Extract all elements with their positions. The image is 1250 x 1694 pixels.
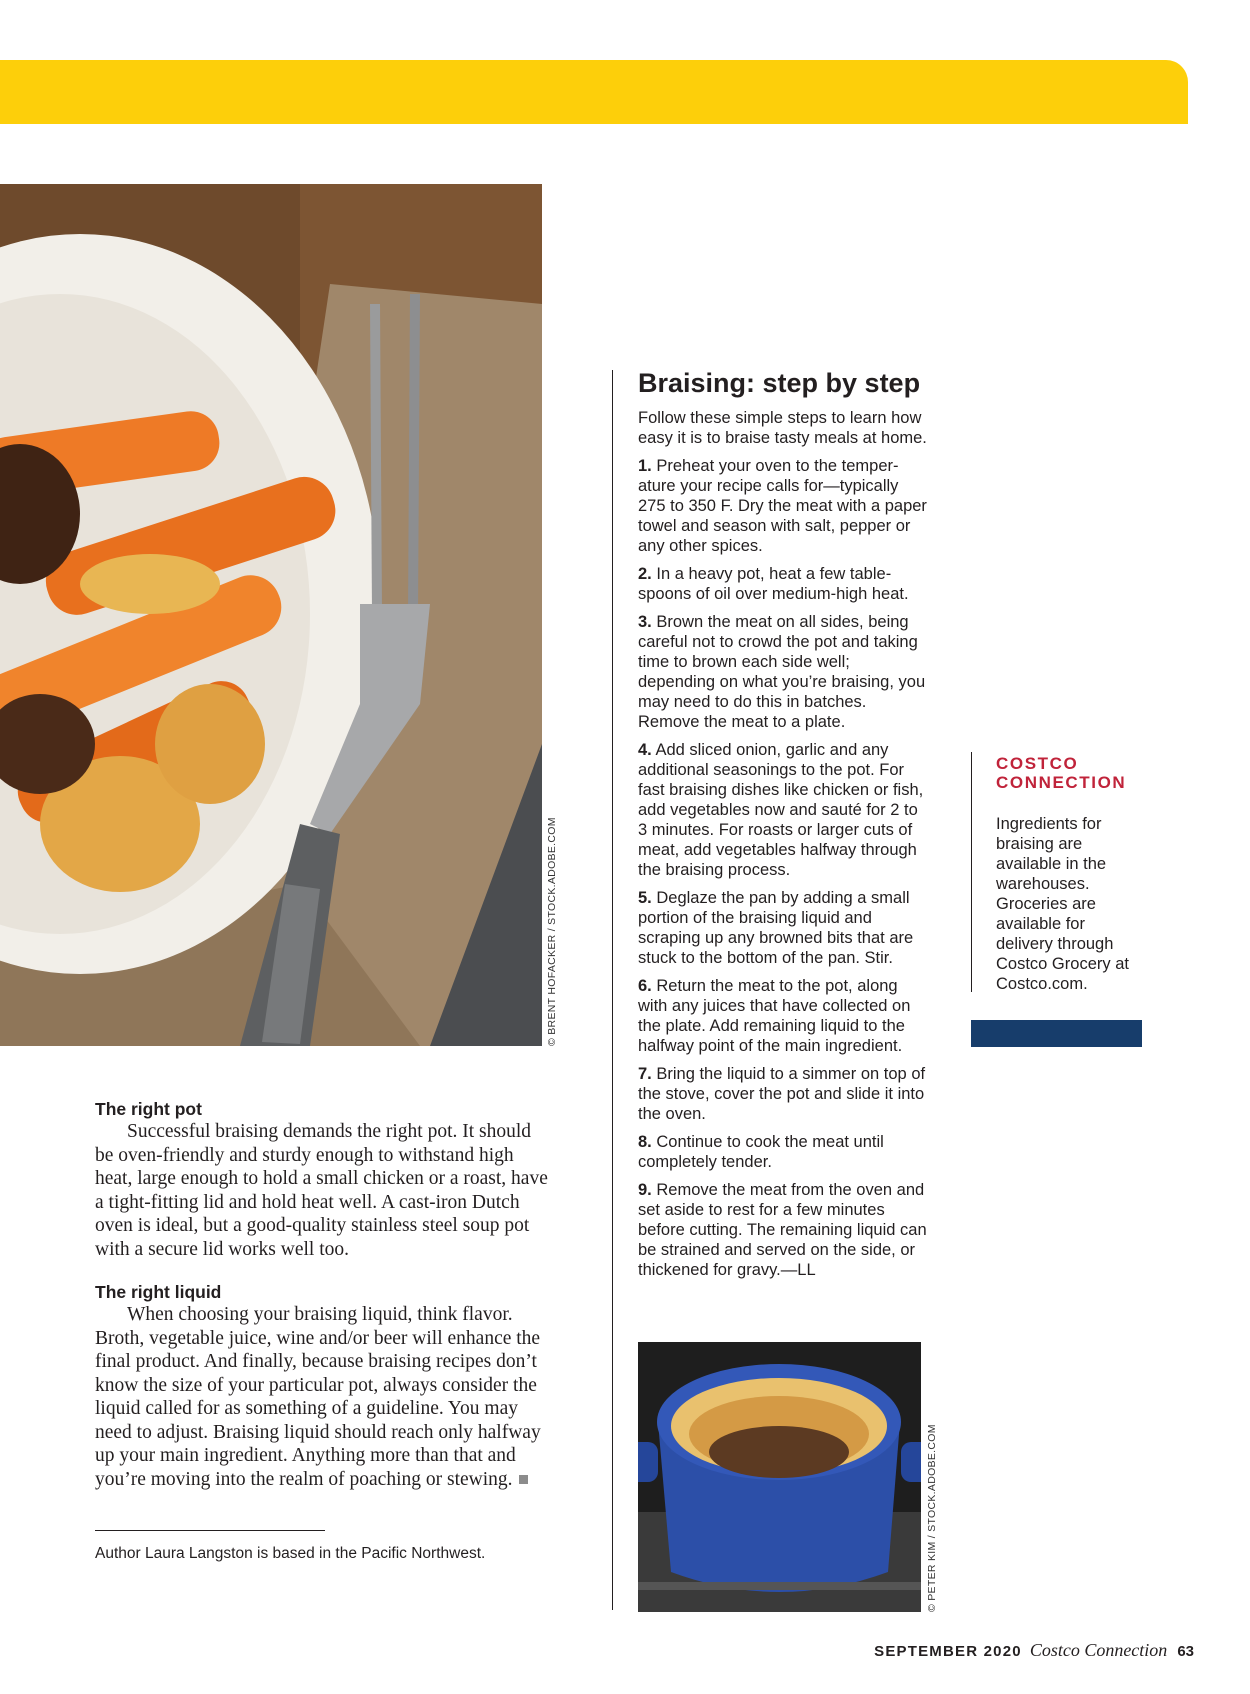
article-body: [95, 1098, 550, 1491]
column-divider: [612, 370, 613, 1610]
step-text: Return the meat to the pot, along with any juices that have collected on the plate. Add remaining liquid to the halfway point of the main ingredient.: [638, 977, 911, 1055]
step-number: 2.: [638, 565, 652, 583]
braised-meat-illustration: [0, 184, 542, 1046]
step-text: Brown the meat on all sides, being careful not to crowd the pot and taking time to brown each side well; depending on what you’re braising, you may need to do this in batches. Remove the meat to a plate.: [638, 613, 926, 731]
braising-steps-sidebar: [638, 366, 930, 1288]
step-number: 5.: [638, 889, 652, 907]
step-number: 1.: [638, 457, 652, 475]
step-2: [638, 564, 930, 604]
liquid-paragraph: [95, 1303, 550, 1491]
step-number: 9.: [638, 1181, 652, 1199]
issue-date: SEPTEMBER 2020: [874, 1643, 1022, 1660]
step-7: [638, 1064, 930, 1124]
costco-connection-rule: [971, 752, 972, 992]
step-text: Continue to cook the meat until completely tender.: [638, 1133, 884, 1171]
liquid-paragraph-text: When choosing your braising liquid, think flavor. Broth, vegetable juice, wine and/or beer will enhance the final product. And finally, because braising recipes don’t know the size of your particular pot, always consider the liquid called for as something of a guideline. You may need to adjust. Braising liquid should reach only halfway up your main ingredient. Anything more than that and you’re moving into the realm of poaching or stewing.: [95, 1304, 541, 1490]
step-text: Deglaze the pan by adding a small portion of the braising liquid and scraping up any browned bits that are stuck to the bottom of the pan. Stir.: [638, 889, 914, 967]
magazine-name: Costco Connection: [1029, 1640, 1168, 1660]
pot-heading: The right pot: [95, 1099, 202, 1119]
costco-connection-title: COSTCO CONNECTION: [996, 754, 1127, 792]
step-6: [638, 976, 930, 1056]
main-photo-credit: © BRENT HOFACKER / STOCK.ADOBE.COM: [546, 817, 558, 1046]
liquid-heading: The right liquid: [95, 1282, 222, 1302]
costco-connection-bar: [971, 1020, 1142, 1047]
step-number: 3.: [638, 613, 652, 631]
author-note: Author Laura Langston is based in the Pacific Northwest.: [95, 1545, 486, 1562]
pot-photo-credit: © PETER KIM / STOCK.ADOBE.COM: [926, 1424, 938, 1612]
step-text: In a heavy pot, heat a few tablespoons of oil over medium-high heat.: [638, 565, 909, 603]
step-number: 8.: [638, 1133, 652, 1151]
step-number: 4.: [638, 741, 652, 759]
step-text: Remove the meat from the oven and set aside to rest for a few minutes before cutting. The remaining liquid can be strained and served on the side, or thickened for gravy.—LL: [638, 1181, 927, 1279]
costco-connection-text: Ingredients for braising are available in the warehouses. Groceries are available for delivery through Costco Grocery at Costco.com.: [996, 815, 1129, 993]
author-rule: [95, 1530, 325, 1531]
dutch-oven-photo: [638, 1342, 921, 1612]
top-color-band: [0, 60, 1188, 124]
step-text: Add sliced onion, garlic and any additional seasonings to the pot. For fast braising dishes like chicken or fish, add vegetables now and sauté for 2 to 3 minutes. For roasts or larger cuts of meat, add vegetables halfway through the braising process.: [638, 741, 924, 879]
step-3: [638, 612, 930, 732]
end-mark-icon: [519, 1475, 528, 1484]
page-footer: [874, 1640, 1194, 1661]
step-number: 7.: [638, 1065, 652, 1083]
page-number: 63: [1177, 1643, 1194, 1660]
step-number: 6.: [638, 977, 652, 995]
step-5: [638, 888, 930, 968]
step-4: [638, 740, 930, 880]
step-text: Bring the liquid to a simmer on top of the stove, cover the pot and slide it into the oven.: [638, 1065, 926, 1123]
braised-meat-photo: [0, 184, 542, 1046]
step-1: [638, 456, 930, 556]
step-9: [638, 1180, 930, 1280]
step-8: [638, 1132, 930, 1172]
dutch-oven-illustration: [638, 1342, 921, 1612]
steps-title: Braising: step by step: [638, 368, 921, 398]
steps-intro: Follow these simple steps to learn how easy it is to braise tasty meals at home.: [638, 409, 927, 447]
step-text: Preheat your oven to the temperature your recipe calls for—typically 275 to 350 F. Dry the meat with a paper towel and season with salt, pepper or any other spices.: [638, 457, 927, 555]
pot-paragraph: Successful braising demands the right pot. It should be oven-friendly and sturdy enough to withstand high heat, large enough to hold a small chicken or a roast, have a tight-fitting lid and hold heat well. A cast-iron Dutch oven is ideal, but a good-quality stainless steel soup pot with a secure lid works well too.: [95, 1121, 548, 1260]
